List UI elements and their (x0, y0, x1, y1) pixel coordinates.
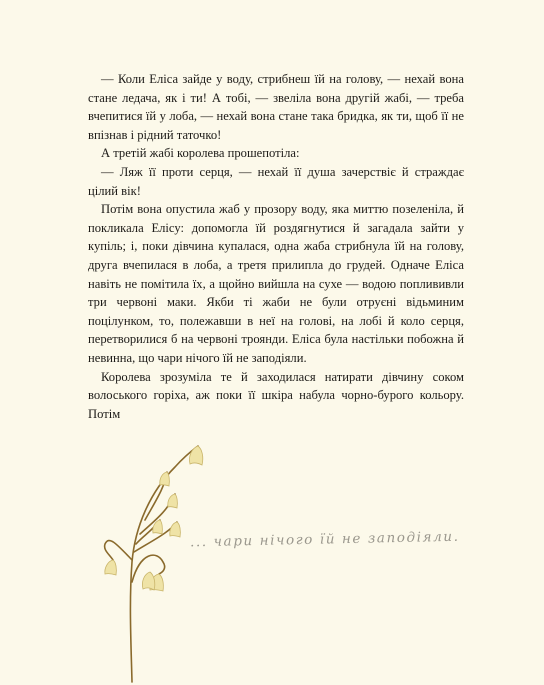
snowdrop-illustration (95, 432, 225, 685)
bell-flower-3 (168, 494, 178, 508)
bell-flower-2 (160, 472, 170, 486)
paragraph-1: — Коли Еліса зайде у воду, стрибнеш їй на голову, — нехай вона стане ледача, як і ти! А тобі, — звеліла вона другій жабі, — треба вчепитися їй у лоба, — нехай вона стане така бридка, як ти, щоб її не впізнав і рідний таточко! (88, 72, 464, 142)
bell-flower-6 (105, 560, 117, 575)
paragraph-3: — Ляж її проти серця, — нехай її душа зачерствіє й страждає цілий вік! (88, 164, 464, 198)
bell-flower-1 (189, 446, 202, 465)
paragraph-4: Потім вона опустила жаб у прозору воду, яка миттю позеленіла, й покликала Елісу: допомогла їй роздягнутися й загадала зайти у купіль; і, поки дівчина купалася, одна жаба стрибнула їй на голову, друга вчепилася в лоба, а третя прилипла до грудей. Одначе Еліса навіть не помітила їх, а щойно вийшла на сухе — водою поплививли три червоні маки. Якби ті жаби не були отруєні відьминим поцілунком, то, полежавши в неї на голові, на лобі й коло серця, перетворилися б на червоні троянди. Еліса була настільки побожна й невинна, що чари нічого їй не заподіяли. (88, 202, 464, 365)
bell-flower-5 (170, 522, 181, 537)
paragraph-2: А третій жабі королева прошепотіла: (101, 146, 300, 161)
branch-5 (105, 541, 132, 560)
bell-flower-8 (142, 572, 154, 590)
handwritten-note: ... чари нічого їй не заподіяли. (189, 528, 460, 551)
story-text (88, 70, 464, 423)
paragraph-5: Королева зрозуміла те й заходилася натирати дівчину соком волоського горіха, аж поки її шкіра набула чорно-бурого кольору. Потім (88, 369, 464, 421)
